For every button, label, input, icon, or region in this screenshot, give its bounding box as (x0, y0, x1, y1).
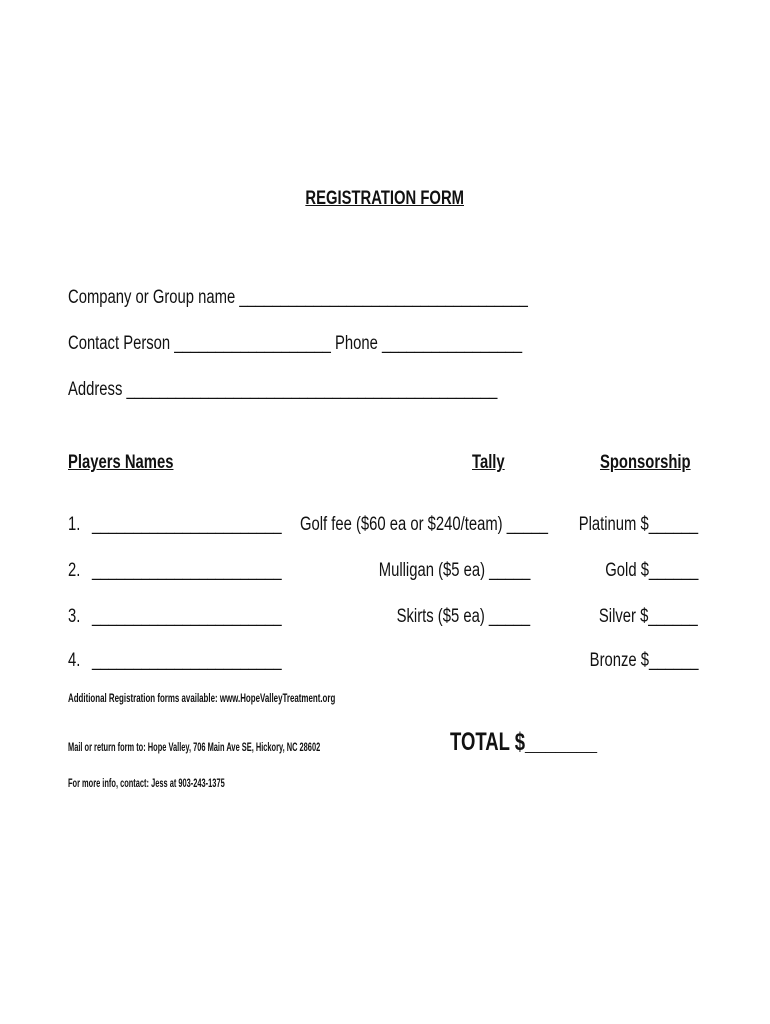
tally-golf-fee-text: Golf fee ($60 ea or $240/team) _____ (299, 514, 548, 535)
more-info-text: For more info, contact: Jess at 903-243-1375 (68, 776, 225, 790)
player-blank: _______________________ (92, 560, 282, 581)
sponsor-bronze[interactable] (518, 650, 698, 672)
tally-header-text: Tally (472, 452, 505, 473)
mail-to-note (68, 740, 388, 754)
player-row[interactable] (68, 560, 84, 582)
player-number: 4. (68, 650, 81, 671)
address-field[interactable] (68, 379, 619, 401)
total-label: TOTAL $ (450, 728, 526, 756)
sponsor-gold-text: Gold $______ (604, 560, 698, 581)
sponsor-gold[interactable] (518, 560, 698, 582)
more-info-note (68, 776, 388, 790)
tally-skirts-text: Skirts ($5 ea) _____ (396, 606, 530, 627)
tally-skirts[interactable] (230, 606, 530, 628)
sponsor-bronze-text: Bronze $______ (589, 650, 698, 671)
player-blank: _______________________ (92, 606, 282, 627)
total-field[interactable] (450, 728, 649, 757)
mail-to-text: Mail or return form to: Hope Valley, 706 Main Ave SE, Hickory, NC 28602 (68, 740, 321, 754)
players-header-text: Players Names (68, 452, 174, 473)
sponsorship-header-text: Sponsorship (600, 452, 691, 473)
contact-phone-field[interactable] (68, 333, 650, 355)
player-blank: _______________________ (92, 514, 282, 535)
tally-header (472, 452, 514, 474)
company-name-field[interactable] (68, 287, 658, 309)
sponsor-platinum-text: Platinum $______ (578, 514, 698, 535)
player-number: 1. (68, 514, 81, 535)
player-row[interactable] (68, 606, 84, 628)
player-row[interactable] (68, 514, 84, 536)
player-number: 3. (68, 606, 81, 627)
sponsorship-header (600, 452, 716, 474)
player-blank: _______________________ (92, 650, 282, 671)
tally-mulligan-text: Mulligan ($5 ea) _____ (378, 560, 530, 581)
form-title-text: REGISTRATION FORM (305, 188, 465, 209)
company-name-label: Company or Group name ___________________________________ (68, 287, 528, 308)
additional-forms-text: Additional Registration forms available: www.HopeValleyTreatment.org (68, 691, 336, 705)
sponsor-platinum[interactable] (518, 514, 698, 536)
players-header (68, 452, 203, 474)
form-title (0, 188, 770, 210)
total-blank: _______ (525, 728, 598, 756)
sponsor-silver[interactable] (518, 606, 698, 628)
sponsor-silver-text: Silver $______ (599, 606, 698, 627)
contact-phone-label: Contact Person ___________________ Phone _________________ (68, 333, 523, 354)
additional-forms-note (68, 691, 388, 705)
tally-golf-fee[interactable] (230, 514, 548, 536)
player-number: 2. (68, 560, 81, 581)
player-line[interactable] (92, 650, 335, 672)
tally-mulligan[interactable] (230, 560, 530, 582)
address-label: Address _____________________________________________ (68, 379, 498, 400)
player-row[interactable] (68, 650, 84, 672)
